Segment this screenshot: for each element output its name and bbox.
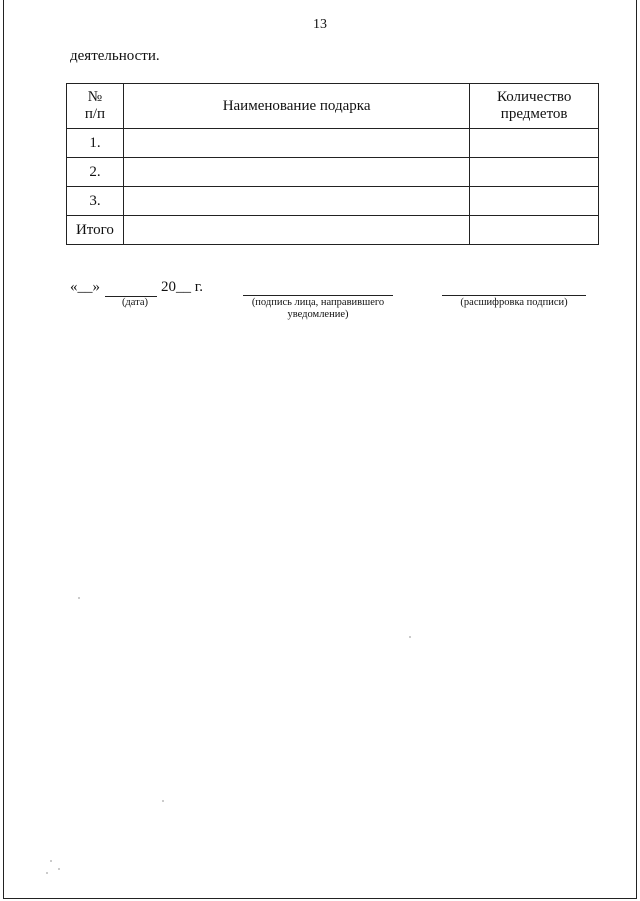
- scan-speck: [162, 800, 164, 802]
- scan-speck: [78, 597, 80, 599]
- table-row: [67, 129, 599, 158]
- lead-text: деятельности.: [70, 48, 160, 64]
- row-name-cell: [123, 129, 469, 158]
- row-name-cell: [123, 187, 469, 216]
- signer-caption: [236, 297, 400, 321]
- scan-speck: [46, 872, 48, 874]
- table-row: [67, 158, 599, 187]
- header-num-line2: п/п: [84, 106, 106, 122]
- row-qty-cell: [470, 129, 599, 158]
- header-qty-line2: предметов: [500, 106, 568, 122]
- row-qty-cell: [470, 187, 599, 216]
- header-num-line1: №: [87, 89, 103, 105]
- row-num: 1.: [67, 129, 124, 158]
- decode-caption: (расшифровка подписи): [460, 297, 568, 308]
- row-qty-cell: [470, 216, 599, 245]
- header-qty: [470, 84, 599, 129]
- date-day-field: «__»: [70, 279, 100, 295]
- table-row: [67, 187, 599, 216]
- row-name-cell: [123, 158, 469, 187]
- header-qty-text: Количество предметов: [496, 89, 572, 122]
- row-total-label: Итого: [67, 216, 124, 245]
- row-qty-cell: [470, 158, 599, 187]
- row-num: 2.: [67, 158, 124, 187]
- row-num: 3.: [67, 187, 124, 216]
- signer-caption-line2: уведомление): [287, 309, 349, 320]
- date-caption: (дата): [121, 297, 149, 308]
- signature-underline: [243, 295, 393, 296]
- table-header-row: [67, 84, 599, 129]
- decode-underline: [442, 295, 586, 296]
- scan-speck: [409, 636, 411, 638]
- gift-table: [66, 83, 599, 245]
- header-num: [67, 84, 124, 129]
- row-name-cell: [123, 216, 469, 245]
- table-total-row: [67, 216, 599, 245]
- scan-speck: [58, 868, 60, 870]
- scan-speck: [50, 860, 52, 862]
- page-number: 13: [313, 17, 327, 32]
- header-name: Наименование подарка: [123, 84, 469, 129]
- signer-caption-line1: (подпись лица, направившего: [251, 297, 385, 308]
- date-year-field: 20__ г.: [161, 279, 203, 295]
